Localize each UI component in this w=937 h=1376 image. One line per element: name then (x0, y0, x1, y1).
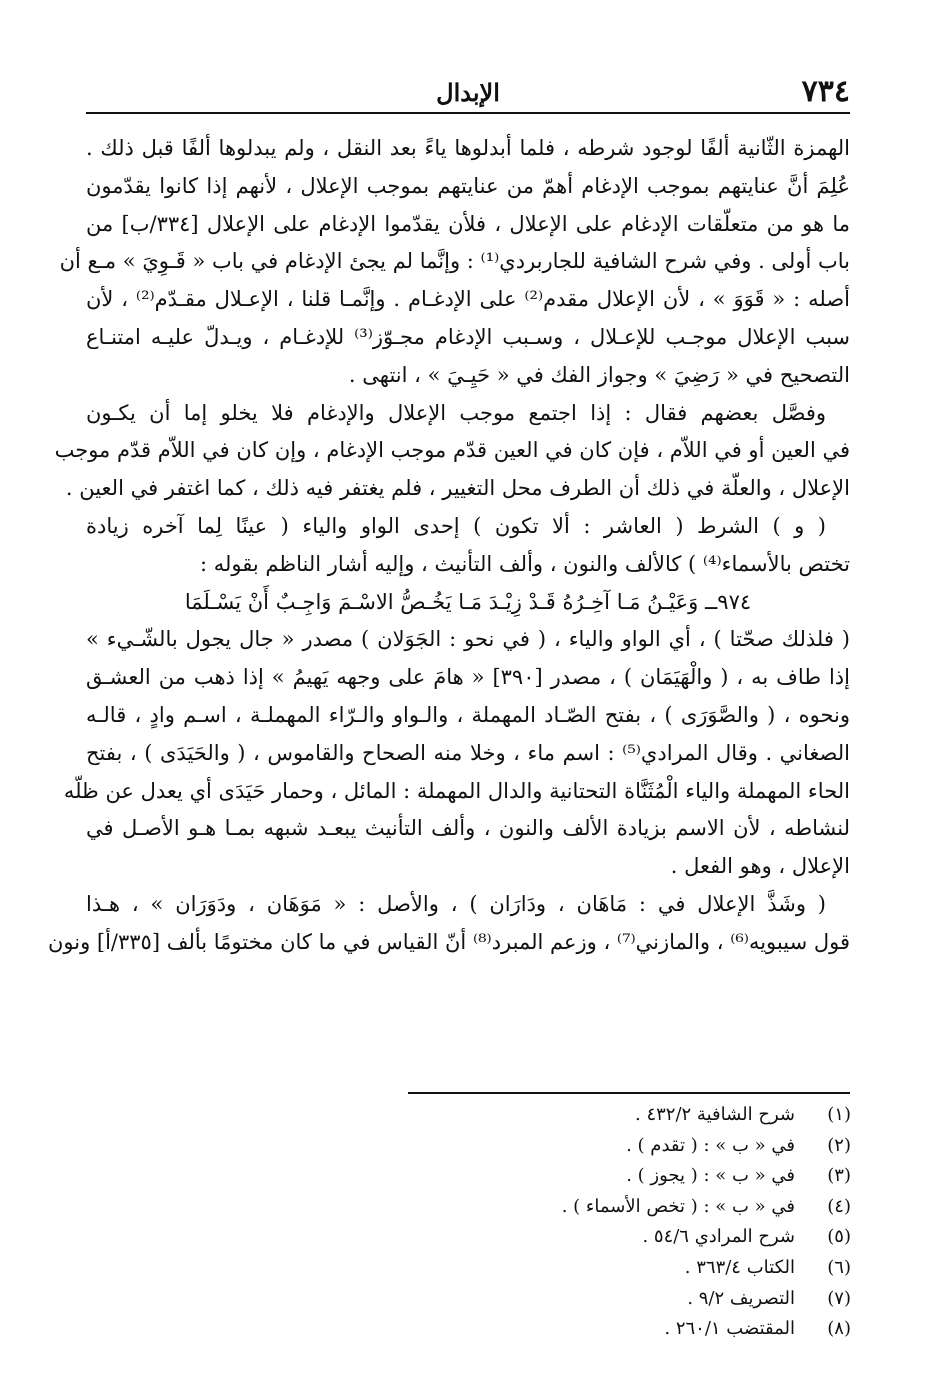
text-line: ( و ) الشرط ( العاشر : ألا تكون ) إحدى الواو والياء ( عينًا لِما آخره زيادة (86, 513, 826, 538)
text-line: عُلِمَ أنَّ عنايتهم بموجب الإدغام أهمّ من عنايتهم بموجب الإعلال ، لأنهم إذا كانوا يقدّمون (86, 173, 850, 198)
footnote (331, 1100, 851, 1131)
text-line: لنشاطه ، لأن الاسم بزيادة الألف والنون ، وألف التأنيث يبعـد شبهه بمـا هـو الأصـل في (86, 816, 850, 841)
footnote (331, 1131, 851, 1162)
main-text (47, 130, 851, 1075)
text-line: الإعلال ، وهو الفعل . (670, 854, 850, 879)
text-line: سبب الإعلال موجـب للإعـلال ، وسـبب الإدغام مجـوّز⁽³⁾ للإدغـام ، ويـدلّ عليـه امتنـاع (86, 324, 850, 349)
text-line: في العين أو في اللاّم ، فإن كان في العين قدّم موجب الإدغام ، وإن كان في اللاّم قدّم موجب (54, 438, 850, 463)
footnote (331, 1222, 851, 1253)
footnote-text: الكتاب ٣٦٣/٤ . (684, 1256, 795, 1278)
footnote (331, 1161, 851, 1192)
footnote-number: (٦) (827, 1256, 851, 1278)
footnote-text: في « ب » : ( تقدم ) . (626, 1134, 795, 1156)
text-line: ( فلذلك صحّتا ) ، أي الواو والياء ، ( في نحو : الجَوَلان ) مصدر « جال يجول بالشّـيء » (86, 627, 850, 652)
footnote-number: (١) (827, 1104, 851, 1125)
footnote-divider (408, 1092, 850, 1094)
text-line: ( وشَذَّ الإعلال في : مَاهَان ، ودَارَان ) ، والأصل : « مَوَهَان ، ودَوَرَان » ، هـذا (86, 891, 826, 916)
text-line: قول سيبويه⁽⁶⁾ ، والمازني⁽⁷⁾ ، وزعم المبرد⁽⁸⁾ أنّ القياس في ما كان مختومًا بألف [٣٣٥/أ] ونون (47, 929, 850, 954)
text-line: الحاء المهملة والياء الْمُثَنَّاة التحتانية والدال المهملة : المائل ، وحمار حَيَدَى أي يعدل عن ظلّه (63, 778, 850, 803)
text-line: الهمزة الثّانية ألفًا لوجود شرطه ، فلما أبدلوها ياءً بعد النقل ، ولم يبدلوها ألفًا قبل ذلك . (86, 136, 850, 160)
footnote-number: (٨) (827, 1318, 851, 1340)
footnote-number: (٥) (827, 1226, 851, 1248)
text-line: الإعلال ، والعلّة في ذلك أن الطرف محل التغيير ، فلم يغتفر فيه ذلك ، كما اغتفر في العين . (65, 476, 850, 501)
running-title: الإبدال (436, 78, 500, 107)
footnote-number: (٧) (827, 1287, 851, 1309)
text-line: إذا طاف به ، ( والْهَيَمَان ) ، مصدر [٣٩٠] « هامَ على وجهه يَهيمُ » إذا ذهب من العشـق (86, 665, 850, 690)
text-line: أصله : « قَوَوَ » ، لأن الإعلال مقدم⁽²⁾ على الإدغـام . وإنَّمـا قلنا ، الإعـلال مقـدّم⁽²⁾ ، لأن (86, 287, 850, 312)
footnote-number: (٤) (827, 1195, 851, 1217)
text-line: ما هو من متعلّقات الإدغام على الإعلال ، فلأن يقدّموا الإدغام على الإعلال [٣٣٤/ب] من (86, 211, 851, 236)
text-line: الصغاني . وقال المرادي⁽⁵⁾ : اسم ماء ، وخلا منه الصحاح والقاموس ، ( والحَيَدَى ) ، بفتح (86, 740, 850, 765)
footnote (331, 1314, 851, 1345)
footnote (331, 1192, 851, 1223)
footnote-text: التصريف ٩/٢ . (687, 1287, 795, 1309)
page-number: ٧٣٤ (801, 74, 850, 109)
footnote-number: (٢) (827, 1134, 851, 1156)
footnote-text: المقتضب ٢٦٠/١ . (664, 1318, 795, 1340)
footnote-text: شرح المرادي ٥٤/٦ . (642, 1226, 795, 1248)
footnote-text: في « ب » : ( يجوز ) . (626, 1165, 795, 1187)
text-line: باب أولى . وفي شرح الشافية للجاربردي⁽¹⁾ : وإنَّما لم يجئ الإدغام في باب « قَـوِيَ » مـع أن (59, 249, 850, 274)
footnote-text: شرح الشافية ٤٣٢/٢ . (635, 1104, 795, 1125)
footnote (331, 1253, 851, 1284)
text-line: التصحيح في « رَضِيَ » وجواز الفك في « حَيِـيَ » ، انتهى . (348, 362, 850, 387)
text-line: تختص بالأسماء⁽⁴⁾ ) كالألف والنون ، وألف التأنيث ، وإليه أشار الناظم بقوله : (200, 551, 850, 576)
footnote-text: في « ب » : ( تخص الأسماء ) . (561, 1195, 795, 1217)
page-header (86, 70, 850, 114)
text-line: ونحوه ، ( والصَّوَرَى ) ، بفتح الصّـاد المهملة ، والـواو والـرّاء المهملـة ، اسـم وادٍ ، قالـه (86, 702, 850, 727)
text-line: وفصَّل بعضهم فقال : إذا اجتمع موجب الإعلال والإدغام فلا يخلو إما أن يكـون (86, 400, 826, 425)
footnote (331, 1284, 851, 1315)
footnotes (331, 1100, 851, 1346)
footnote-number: (٣) (827, 1165, 851, 1187)
poem-verse: ٩٧٤ــ وَعَيْـنُ مَـا آخِـرُهُ قَـدْ زِيْـدَ مَـا يَخُـصُّ الاسْـمَ وَاجِـبٌ أَنْ يَسْـلَمَا (184, 589, 752, 614)
